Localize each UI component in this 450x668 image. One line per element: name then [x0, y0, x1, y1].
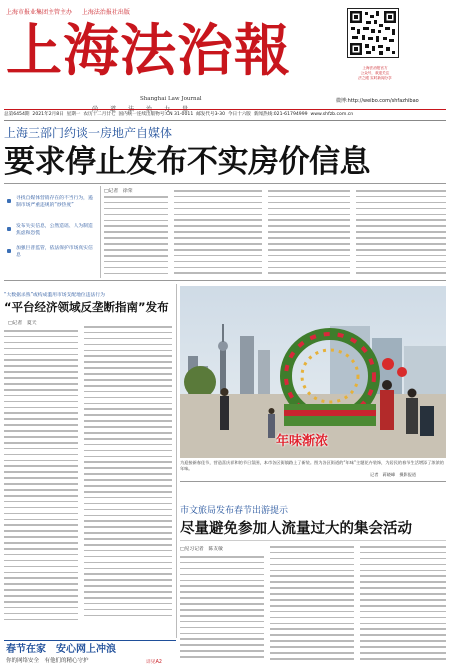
- lead-kicker: 上海三部门约谈一房地产自媒体: [4, 126, 173, 140]
- sidebar-point-3: 加强巨普监管，依法保护市场真实信息: [16, 246, 93, 258]
- lead-body-col2: [174, 190, 262, 276]
- promo-subtitle: 你的网络安全 有他们的精心守护: [6, 658, 89, 664]
- antitrust-body-col2: [84, 326, 172, 626]
- sidebar-point-1: 寻找自媒体营销存在的不当行为，遏制市场严重违规的“炒热度”: [16, 196, 93, 208]
- travel-byline: □见习记者 陈友敏: [180, 547, 223, 552]
- travel-headline: 尽量避免参加人流量过大的集会活动: [180, 521, 412, 537]
- qr-code-icon: [347, 8, 399, 58]
- photo-credit: 记者 蒋晓峰 摄影报道: [370, 472, 417, 477]
- promo-title: 春节在家 安心网上冲浪: [6, 644, 116, 655]
- newspaper-pinyin: Shanghai Law Journal: [140, 96, 202, 102]
- travel-body-col1: [180, 556, 264, 664]
- issue-number: 总第6454期: [4, 112, 30, 117]
- lead-body-col3: [268, 190, 350, 276]
- promo-page-ref[interactable]: 详见A2: [146, 660, 162, 665]
- page-count: 今日十六版: [227, 112, 251, 117]
- news-hotline: 新闻热线:021-61794999: [253, 112, 308, 117]
- news-photo: [180, 286, 446, 458]
- antitrust-body-col1: [4, 330, 78, 626]
- antitrust-headline: “平台经济领域反垄断指南”发布: [4, 300, 169, 314]
- travel-kicker: 市文旅局发布春节出游提示: [180, 506, 289, 516]
- qr-caption-1: 上海法治报官方: [362, 66, 388, 70]
- lead-byline: □记者 徐荣: [104, 189, 133, 194]
- photo-caption: 为迎接新春佳节，营造喜庆祥和的节日氛围，本市各区街镇路上了新装。图为各区街道的“年味”主题花卉装饰，为居民的春节生活增添了浓浓的年味。: [180, 460, 444, 471]
- qr-caption-2: 公众号，欢迎关注: [360, 71, 390, 75]
- promo-box[interactable]: [4, 640, 176, 667]
- lunar-date: 农历十二月廿七: [83, 112, 116, 117]
- sidebar-point-2: 发布失实信息，公然造谣、人为制造焦虑和恐慌: [16, 224, 93, 236]
- weibo-link[interactable]: 微博:http://weibo.com/shfazhibao: [336, 98, 419, 104]
- travel-body-col2: [270, 546, 354, 664]
- lead-body-col4: [356, 190, 446, 276]
- sidebar-points: [4, 196, 98, 276]
- website-link[interactable]: www.shfzb.com.cn: [310, 112, 354, 117]
- qr-caption-3: 法之眼 实时新闻分享: [358, 76, 392, 80]
- lead-headline: 要求停止发布不实房价信息: [4, 144, 370, 180]
- antitrust-byline: □记者 夏天: [8, 321, 37, 326]
- weekday: 星期一: [66, 112, 81, 117]
- cn-number: 国内统一连续出版物号:CN 31-0011: [118, 112, 194, 117]
- newspaper-title: 上海法治報: [6, 18, 291, 84]
- travel-body-col3: [360, 546, 446, 664]
- issue-date: 2021年2月8日: [32, 112, 64, 117]
- antitrust-kicker: “大数据杀熟”或构成滥用市场支配地位违法行为: [4, 293, 105, 298]
- publisher-label: 上海市报业集团主管主办: [6, 9, 73, 16]
- photo-overlay-text: 年味渐浓: [276, 434, 329, 449]
- lead-body-col1: [104, 196, 168, 276]
- postal-code: 邮发代号3-30: [196, 112, 225, 117]
- printer-label: 上海法治报社出版: [81, 9, 130, 16]
